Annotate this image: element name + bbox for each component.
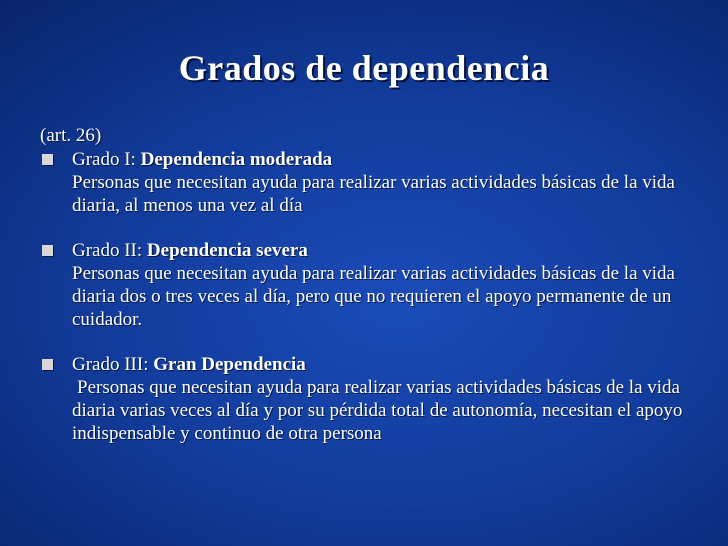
list-item-grado-3 [40,353,690,445]
article-reference: (art. 26) [40,125,102,146]
item-name: Dependencia severa [146,240,308,261]
slide-title: Grados de dependencia [178,48,550,88]
item-name: Dependencia moderada [140,149,333,170]
item-label: Grado I: [72,149,141,170]
item-description: Personas que necesitan ayuda para realizar varias actividades básicas de la vida diaria, al menos una vez al día [72,172,675,216]
item-heading [72,239,690,262]
item-description: Personas que necesitan ayuda para realizar varias actividades básicas de la vida diaria dos o tres veces al día, pero que no requieren el apoyo permanente de un cuidador. [72,263,675,330]
item-label: Grado II: [72,240,147,261]
square-bullet-icon [42,154,53,165]
spacer [40,331,690,353]
item-heading [72,353,690,376]
square-bullet-icon [42,359,53,370]
item-name: Gran Dependencia [153,354,306,375]
list-item-grado-2 [40,239,690,331]
list-item-grado-1 [40,148,690,217]
slide-body [40,124,690,445]
square-bullet-icon [42,245,53,256]
item-label: Grado III: [72,354,154,375]
spacer [40,217,690,239]
item-heading [72,148,690,171]
item-description: Personas que necesitan ayuda para realizar varias actividades básicas de la vida diaria varias veces al día y por su pérdida total de autonomía, necesitan el apoyo indispensable y continuo de otra persona [72,377,683,444]
